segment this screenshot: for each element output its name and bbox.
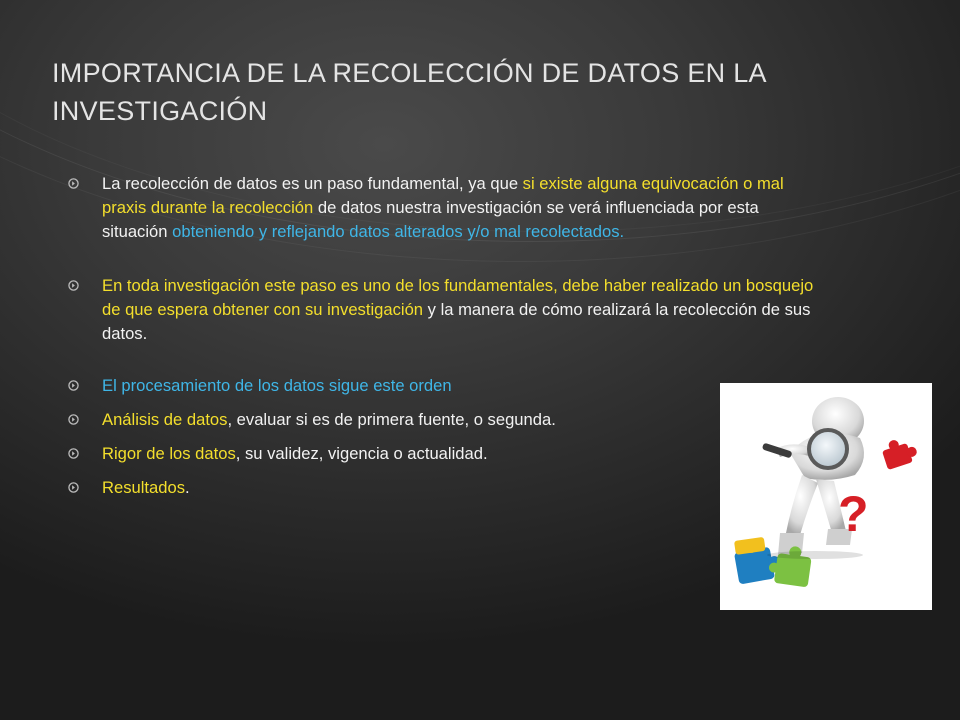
illustration-panel	[720, 383, 932, 610]
bullet-list	[68, 172, 828, 500]
bullet-text-segment: Resultados	[102, 478, 186, 497]
bullet-text-segment: El procesamiento de los datos sigue este orden	[102, 376, 452, 395]
bullet-text-segment: En toda investigación este paso es uno de los fundamentales, debe haber realizado un bosquejo de que espera obtener con su investigación	[102, 276, 814, 319]
bullet-item	[68, 442, 828, 466]
slide-title-line: INVESTIGACIÓN	[52, 96, 268, 126]
bullet-text-segment: .	[185, 478, 190, 497]
circle-arrow-bullet-icon	[68, 448, 79, 459]
slide-title-line: IMPORTANCIA DE LA RECOLECCIÓN DE DATOS EN LA	[52, 58, 767, 88]
bullet-text-segment: , evaluar si es de primera fuente, o segunda.	[227, 410, 556, 429]
bullet-item	[68, 172, 828, 244]
question-mark: ?	[838, 486, 869, 542]
slide-title	[52, 54, 872, 130]
bullet-text-segment: , su validez, vigencia o actualidad.	[235, 444, 488, 463]
circle-arrow-bullet-icon	[68, 482, 79, 493]
bullet-text-segment: Rigor de los datos	[102, 444, 236, 463]
bullet-text-segment: de datos nuestra investigación se verá influenciada por esta situación	[102, 198, 759, 241]
figure-with-magnifying-glass-puzzle-icon	[720, 383, 932, 610]
bullet-text-segment: La recolección de datos es un paso fundamental, ya que	[102, 174, 523, 193]
circle-arrow-bullet-icon	[68, 280, 79, 291]
bullet-text-segment: Análisis de datos	[102, 410, 228, 429]
bullet-item	[68, 408, 828, 432]
circle-arrow-bullet-icon	[68, 380, 79, 391]
bullet-item	[68, 374, 828, 398]
bullet-text-segment: si existe alguna equivocación o mal praxis durante la recolección	[102, 174, 784, 217]
bullet-text-segment: obteniendo y reflejando datos alterados y/o mal recolectados.	[172, 222, 625, 241]
bullet-text-segment: y la manera de cómo realizará la recolección de sus datos.	[102, 300, 811, 343]
bullet-item	[68, 476, 828, 500]
circle-arrow-bullet-icon	[68, 414, 79, 425]
circle-arrow-bullet-icon	[68, 178, 79, 189]
bullet-item	[68, 274, 828, 346]
